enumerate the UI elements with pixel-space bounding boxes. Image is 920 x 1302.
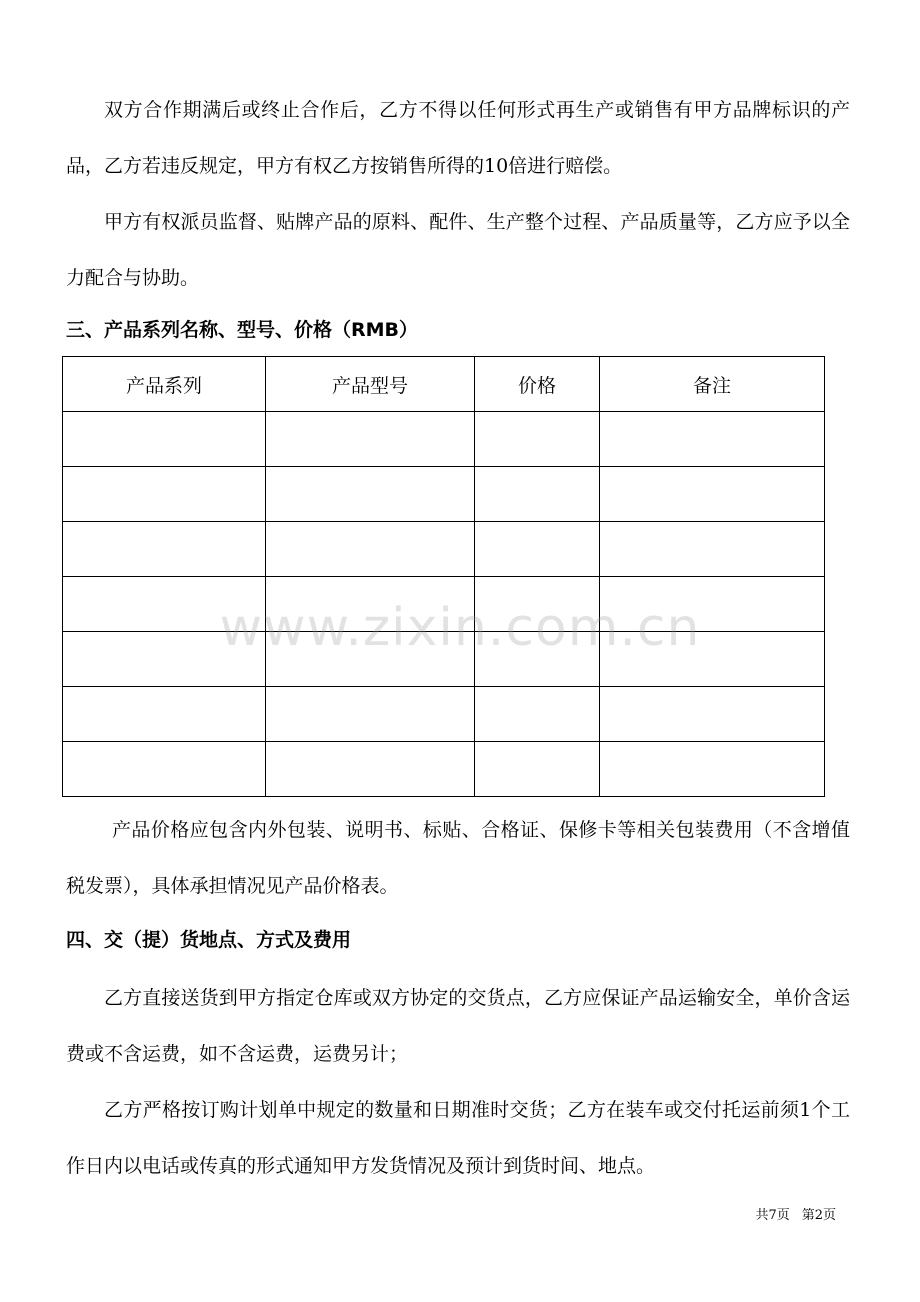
- table-cell: [475, 632, 600, 687]
- table-cell: [475, 577, 600, 632]
- table-cell: [475, 742, 600, 797]
- table-header-row: [63, 357, 825, 412]
- table-cell: [266, 467, 475, 522]
- table-cell: [63, 577, 266, 632]
- table-cell: [266, 742, 475, 797]
- header-price: 价格: [475, 357, 600, 412]
- section-heading-delivery: 四、交（提）货地点、方式及费用: [66, 929, 352, 951]
- paragraph-delivery-location: 乙方直接送货到甲方指定仓库或双方协定的交货点，乙方应保证产品运输安全，单价含运费或不含运费，如不含运费，运费另计；: [66, 987, 850, 1065]
- watermark: www.zixin.com.cn: [219, 598, 701, 658]
- table-cell: [475, 522, 600, 577]
- table-cell: [600, 577, 825, 632]
- table-cell: [266, 687, 475, 742]
- page-footer: [755, 1206, 836, 1226]
- table-cell: [266, 632, 475, 687]
- table-cell: [600, 632, 825, 687]
- table-cell: [63, 412, 266, 467]
- table-cell: [600, 412, 825, 467]
- section-heading-products: 三、产品系列名称、型号、价格（RMB）: [66, 319, 419, 341]
- table-cell: [475, 412, 600, 467]
- table-row: [63, 687, 825, 742]
- table-row: [63, 412, 825, 467]
- table-row: [63, 632, 825, 687]
- header-product-model: 产品型号: [266, 357, 475, 412]
- table-cell: [266, 522, 475, 577]
- table-cell: [600, 522, 825, 577]
- paragraph-supervision: 甲方有权派员监督、贴牌产品的原料、配件、生产整个过程、产品质量等，乙方应予以全力配合与协助。: [66, 211, 850, 289]
- table-cell: [600, 467, 825, 522]
- paragraph-delivery-schedule: 乙方严格按订购计划单中规定的数量和日期准时交货；乙方在装车或交付托运前须1个工作日内以电话或传真的形式通知甲方发货情况及预计到货时间、地点。: [66, 1099, 850, 1177]
- table-cell: [63, 632, 266, 687]
- paragraph-brand-restriction: 双方合作期满后或终止合作后，乙方不得以任何形式再生产或销售有甲方品牌标识的产品，乙方若违反规定，甲方有权乙方按销售所得的10倍进行赔偿。: [66, 99, 850, 177]
- table-cell: [63, 467, 266, 522]
- header-remarks: 备注: [600, 357, 825, 412]
- header-product-series: 产品系列: [63, 357, 266, 412]
- table-cell: [63, 522, 266, 577]
- table-row: [63, 467, 825, 522]
- current-page: 第2页: [801, 1208, 836, 1223]
- table-row: [63, 577, 825, 632]
- table-cell: [475, 467, 600, 522]
- table-row: [63, 522, 825, 577]
- table-row: [63, 742, 825, 797]
- table-cell: [63, 687, 266, 742]
- table-cell: [63, 742, 266, 797]
- paragraph-price-includes: 产品价格应包含内外包装、说明书、标贴、合格证、保修卡等相关包装费用（不含增值税发票），具体承担情况见产品价格表。: [66, 819, 850, 897]
- table-cell: [600, 687, 825, 742]
- total-pages: 共7页: [755, 1208, 790, 1223]
- table-cell: [266, 577, 475, 632]
- table-cell: [266, 412, 475, 467]
- product-price-table: [62, 356, 825, 797]
- table-cell: [600, 742, 825, 797]
- table-cell: [475, 687, 600, 742]
